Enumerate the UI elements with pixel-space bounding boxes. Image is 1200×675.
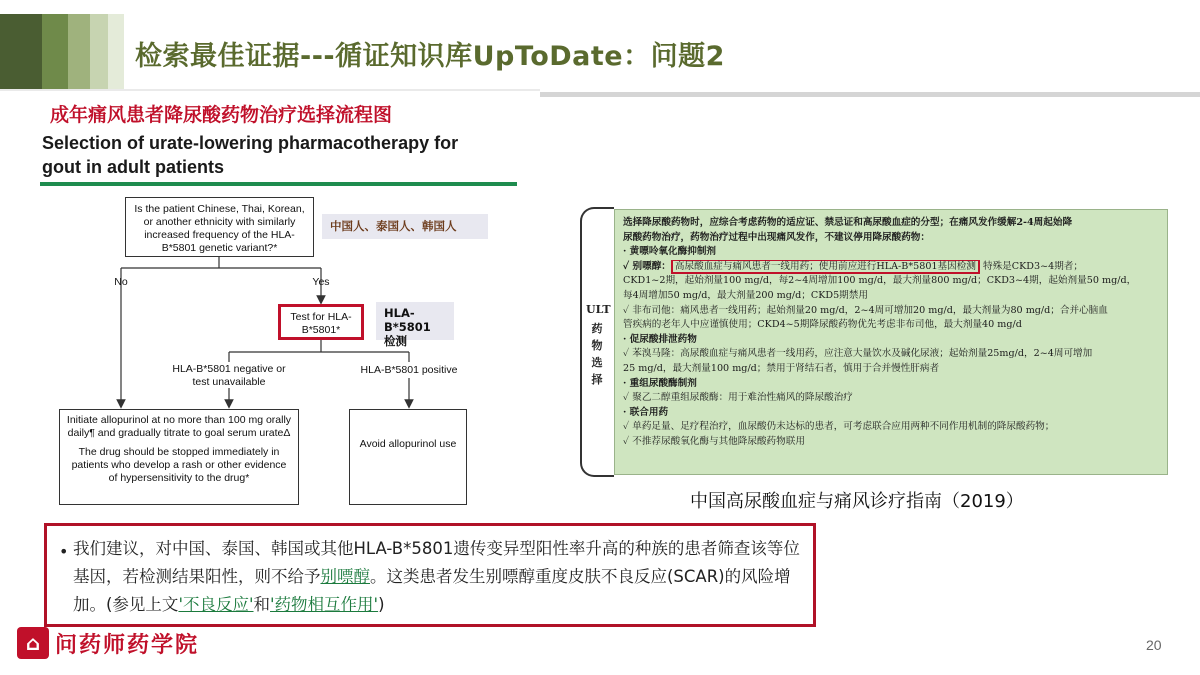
header-rule-right (540, 92, 1200, 97)
brand-logo (17, 625, 199, 661)
flow-avoid-box: Avoid allopurinol use (349, 409, 467, 505)
guideline-allopurinol-label: ✓ 别嘌醇： (623, 260, 671, 272)
flowchart-subtitle: 成年痛风患者降尿酸药物治疗选择流程图 (50, 104, 393, 126)
hla-test-note-line2: 检测 (384, 334, 407, 348)
guideline-side-label-top: ULT (586, 303, 611, 316)
header-accent-1 (0, 14, 42, 90)
guideline-side-label (586, 302, 611, 388)
recommendation-text-4: ) (378, 595, 385, 614)
guideline-row: ✓ 苯溴马隆：高尿酸血症与痛风患者一线用药，应注意大量饮水及碱化尿液；起始剂量25mg/d，2~4周可增加 (623, 348, 1093, 360)
recommendation-text-2: 。这类患者发生别嘌醇重度皮肤不良反应(SCAR)的风险增加。(参见上文 (73, 567, 791, 614)
guideline-row: · 重组尿酸酶制剂 (623, 377, 697, 389)
guideline-row: 选择降尿酸药物时，应综合考虑药物的适应证、禁忌证和高尿酸血症的分型；在痛风发作缓解2-4周起始降 (623, 217, 1073, 228)
link-adverse-reactions[interactable]: '不良反应' (178, 595, 254, 614)
guideline-allopurinol-tail: 特殊是CKD3~4期者； (982, 260, 1083, 272)
flow-no-label: No (114, 276, 128, 288)
guideline-highlight-hla: 高尿酸血症与痛风患者一线用药；使用前应进行HLA-B*5801基因检测 (671, 260, 980, 274)
guideline-row: · 联合用药 (623, 406, 669, 418)
guideline-row: ✓ 聚乙二醇重组尿酸酶：用于难治性痛风的降尿酸治疗 (623, 392, 853, 404)
flow-initiate-text-2: The drug should be stopped immediately in patients who develop a rash or other evidence of hypersensitivity to the drug* (71, 446, 287, 484)
guideline-excerpt (580, 207, 1168, 477)
bullet-dot: • (59, 542, 69, 561)
guideline-row: ✓ 单药足量、足疗程治疗，血尿酸仍未达标的患者，可考虑联合应用两种不同作用机制的降尿酸药物； (623, 421, 1055, 433)
flow-positive-label: HLA-B*5801 positive (360, 364, 458, 376)
slide-title: 检索最佳证据---循证知识库UpToDate：问题2 (135, 41, 725, 72)
flowchart-title (42, 131, 458, 179)
header-accent-3 (68, 14, 90, 90)
ethnicity-note: 中国人、泰国人、韩国人 (322, 214, 488, 239)
flow-initiate-box (59, 409, 299, 505)
recommendation-text-1: 我们建议，对中国、泰国、韩国或其他HLA-B*5801遗传变异型阳性率升高的种族的患者筛查该等位基因，若检测结果阳性，则不给予 (73, 539, 800, 586)
flow-initiate-text-1: Initiate allopurinol at no more than 100 mg orally daily¶ and gradually titrate to goal serum urateΔ (66, 414, 292, 439)
header-rule-left (0, 89, 540, 91)
flowchart-title-line2: gout in adult patients (42, 157, 224, 177)
header-accent-2 (42, 14, 68, 90)
guideline-row: 每4周增加50 mg/d，最大剂量200 mg/d；CKD5期禁用 (623, 289, 868, 301)
guideline-row: ✓ 非布司他：痛风患者一线用药；起始剂量20 mg/d，2~4周可增加20 mg/d，最大剂量为80 mg/d；合并心脑血 (623, 304, 1108, 316)
header-accent-4 (90, 14, 108, 90)
guideline-row: ✓ 不推荐尿酸氧化酶与其他降尿酸药物联用 (623, 435, 805, 447)
guideline-row-allopurinol (623, 260, 1159, 275)
flow-question-box: Is the patient Chinese, Thai, Korean, or another ethnicity with similarly increased frequency of the HLA-B*5801 genetic variant?* (125, 197, 314, 257)
link-drug-interactions[interactable]: '药物相互作用' (270, 595, 379, 614)
flow-test-box: Test for HLA-B*5801* (278, 304, 364, 340)
guideline-row: · 黄嘌呤氧化酶抑制剂 (623, 246, 717, 258)
guideline-row: 尿酸药物治疗，药物治疗过程中出现痛风发作，不建议停用降尿酸药物： (623, 231, 930, 243)
guideline-side-label-cn: 药物选择 (591, 322, 603, 386)
hla-test-note-line1: HLA-B*5801 (384, 306, 431, 334)
flowchart-title-line1: Selection of urate-lowering pharmacotherapy for (42, 133, 459, 153)
page-number: 20 (1146, 637, 1162, 653)
guideline-row: 管疾病的老年人中应谨慎使用；CKD4~5期降尿酸药物优先考虑非布司他，最大剂量40 mg/d (623, 319, 1022, 331)
recommendation-text-3: 和 (253, 595, 271, 614)
guideline-caption: 中国高尿酸血症与痛风诊疗指南（2019） (690, 491, 1024, 512)
book-icon: ⌂ (17, 627, 49, 659)
guideline-row: · 促尿酸排泄药物 (623, 333, 697, 345)
link-allopurinol[interactable]: 别嘌醇 (320, 567, 370, 586)
hla-test-note (376, 302, 454, 348)
flowchart-title-rule (40, 182, 517, 186)
header-accent-5 (108, 14, 124, 90)
recommendation-box (44, 523, 816, 627)
flow-yes-label: Yes (312, 276, 330, 288)
guideline-body (614, 209, 1168, 475)
brand-logo-text: 问药师药学院 (55, 632, 200, 658)
guideline-row: CKD1~2期，起始剂量100 mg/d，每2~4周增加100 mg/d，最大剂量800 mg/d；CKD3~4期，起始剂量50 mg/d， (623, 275, 1137, 287)
guideline-row: 25 mg/d，最大剂量100 mg/d；禁用于肾结石者，慎用于合并慢性肝病者 (623, 362, 940, 374)
flow-negative-label: HLA-B*5801 negative or test unavailable (172, 363, 286, 388)
